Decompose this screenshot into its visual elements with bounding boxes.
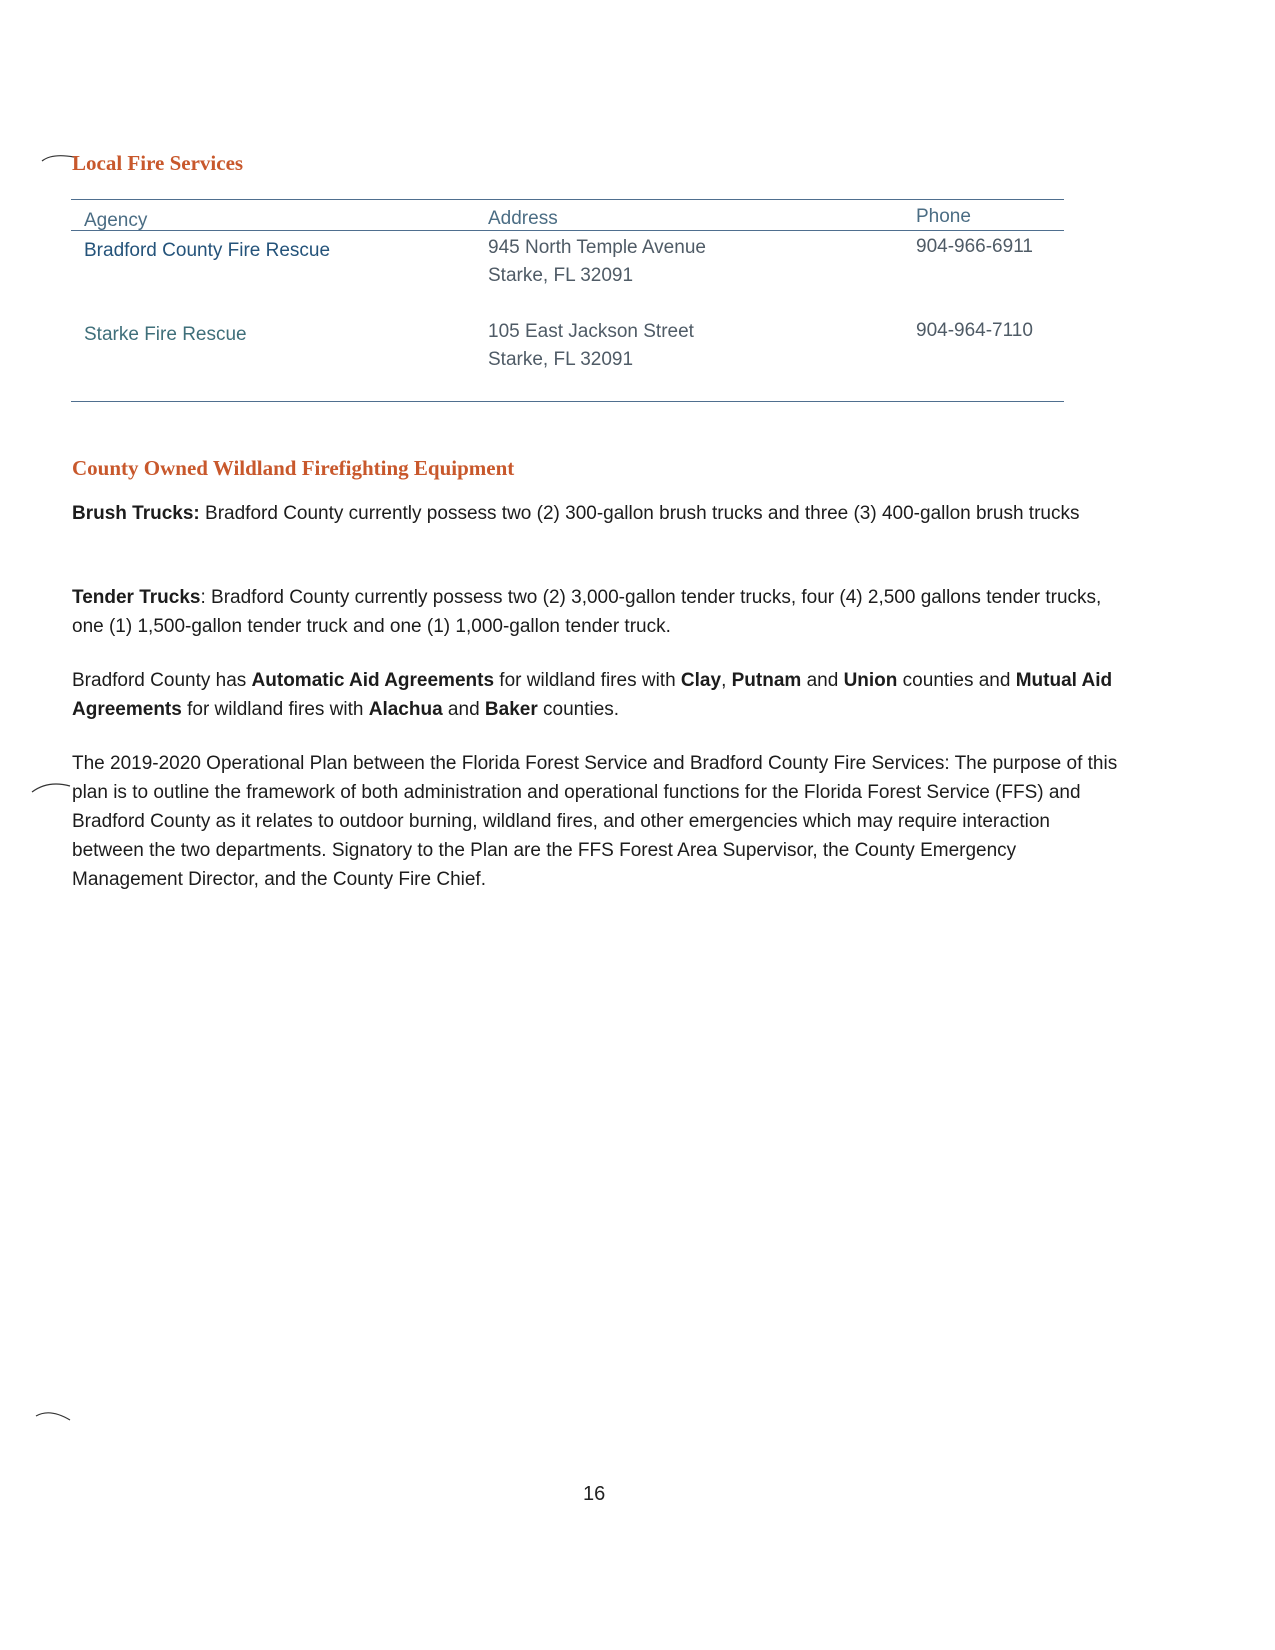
aid-text: for wildland fires with bbox=[494, 670, 681, 691]
county-alachua: Alachua bbox=[368, 699, 443, 720]
operational-plan-paragraph: The 2019-2020 Operational Plan between the Florida Forest Service and Bradford County Fire Services: The purpose of this plan is to outline the framework of both administration and operational functions for the Florida Forest Service (FFS) and Bradford County as it relates to outdoor burning, wildland fires, and other emergencies which may require interaction between the two departments. Signatory to the Plan are the FFS Forest Area Supervisor, the County Emergency Management Director, and the County Fire Chief. bbox=[72, 753, 1118, 890]
equipment-heading: County Owned Wildland Firefighting Equipment bbox=[72, 456, 515, 480]
address-line-2: Starke, FL 32091 bbox=[488, 265, 634, 286]
county-putnam: Putnam bbox=[731, 670, 802, 691]
table-top-rule bbox=[71, 199, 1064, 200]
county-clay: Clay bbox=[680, 670, 722, 691]
mutual-aid-term: Mutual Aid Agreements bbox=[72, 670, 1113, 720]
aid-text: and bbox=[801, 670, 844, 691]
scan-mark-middle bbox=[30, 780, 74, 794]
address-cell bbox=[488, 318, 694, 374]
scan-mark-top bbox=[40, 153, 76, 163]
column-header-address: Address bbox=[488, 208, 558, 229]
tender-trucks-text: : Bradford County currently possess two (2) 3,000-gallon tender trucks, four (4) 2,500 gallons tender trucks, one (1) 1,500-gallon tender truck and one (1) 1,000-gallon tender truck. bbox=[72, 587, 1102, 637]
aid-agreements-paragraph bbox=[72, 666, 1122, 724]
scan-mark-bottom bbox=[34, 1408, 74, 1422]
agency-cell: Bradford County Fire Rescue bbox=[84, 240, 331, 261]
automatic-aid-term: Automatic Aid Agreements bbox=[251, 670, 495, 691]
county-union: Union bbox=[843, 670, 898, 691]
table-bottom-rule bbox=[71, 401, 1064, 402]
brush-trucks-paragraph bbox=[72, 499, 1122, 528]
aid-text: and bbox=[442, 699, 485, 720]
county-baker: Baker bbox=[484, 699, 538, 720]
page-number: 16 bbox=[583, 1483, 606, 1505]
phone-cell: 904-964-7110 bbox=[916, 320, 1033, 341]
brush-trucks-label: Brush Trucks: bbox=[72, 503, 200, 524]
address-cell bbox=[488, 234, 706, 290]
aid-text: Bradford County has bbox=[72, 670, 252, 691]
phone-cell: 904-966-6911 bbox=[916, 236, 1033, 257]
address-line-1: 945 North Temple Avenue bbox=[488, 237, 706, 258]
table-header-rule bbox=[71, 230, 1064, 231]
brush-trucks-text: Bradford County currently possess two (2) 300-gallon brush trucks and three (3) 400-gallon brush trucks bbox=[199, 503, 1080, 524]
tender-trucks-label: Tender Trucks bbox=[72, 587, 201, 608]
column-header-agency: Agency bbox=[84, 210, 148, 231]
aid-text: for wildland fires with bbox=[181, 699, 369, 720]
aid-text: counties and bbox=[897, 670, 1016, 691]
agency-cell: Starke Fire Rescue bbox=[84, 324, 247, 345]
address-line-2: Starke, FL 32091 bbox=[488, 349, 634, 370]
aid-text: , bbox=[721, 670, 732, 691]
column-header-phone: Phone bbox=[916, 206, 971, 227]
address-line-1: 105 East Jackson Street bbox=[488, 321, 694, 342]
aid-text: counties. bbox=[537, 699, 620, 720]
local-fire-services-heading: Local Fire Services bbox=[72, 151, 244, 175]
tender-trucks-paragraph bbox=[72, 583, 1122, 641]
